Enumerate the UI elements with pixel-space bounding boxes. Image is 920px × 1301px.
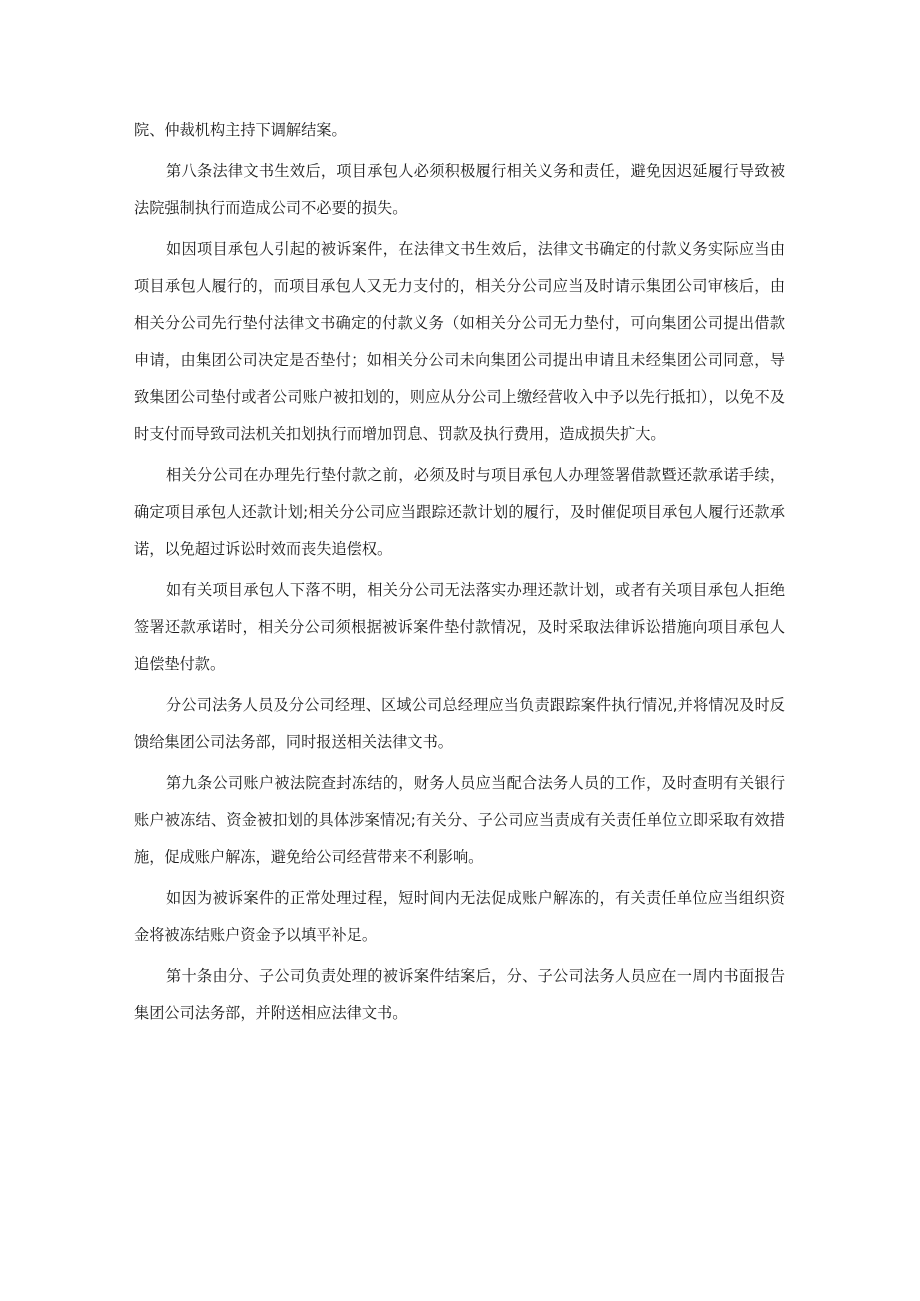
- paragraph-article-10: 第十条由分、子公司负责处理的被诉案件结案后，分、子公司法务人员应在一周内书面报告集团公司法务部，并附送相应法律文书。: [134, 967, 785, 1022]
- paragraph-continuation: 院、仲裁机构主持下调解结案。: [134, 121, 347, 139]
- paragraph-repayment-commitment: 相关分公司在办理先行垫付款之前，必须及时与项目承包人办理签署借款暨还款承诺手续，确定项目承包人还款计划;相关分公司应当跟踪还款计划的履行，及时催促项目承包人履行还款承诺，以免超过诉讼时效而丧失追偿权。: [134, 466, 785, 558]
- paragraph-article-8: 第八条法律文书生效后，项目承包人必须积极履行相关义务和责任，避免因迟延履行导致被法院强制执行而造成公司不必要的损失。: [134, 162, 785, 217]
- paragraph-missing-contractor: 如有关项目承包人下落不明，相关分公司无法落实办理还款计划，或者有关项目承包人拒绝签署还款承诺时，相关分公司须根据被诉案件垫付款情况，及时采取法律诉讼措施向项目承包人追偿垫付款。: [134, 581, 785, 673]
- paragraph-article-9: 第九条公司账户被法院查封冻结的，财务人员应当配合法务人员的工作，及时查明有关银行账户被冻结、资金被扣划的具体涉案情况;有关分、子公司应当责成有关责任单位立即采取有效措施，促成账户解冻，避免给公司经营带来不利影响。: [134, 774, 785, 866]
- paragraph-advance-payment: 如因项目承包人引起的被诉案件，在法律文书生效后，法律文书确定的付款义务实际应当由项目承包人履行的，而项目承包人又无力支付的，相关分公司应当及时请示集团公司审核后，由相关分公司先行垫付法律文书确定的付款义务（如相关分公司无力垫付，可向集团公司提出借款申请，由集团公司决定是否垫付；如相关分公司未向集团公司提出申请且未经集团公司同意，导致集团公司垫付或者公司账户被扣划的，则应从分公司上缴经营收入中予以先行抵扣），以免不及时支付而导致司法机关扣划执行而增加罚息、罚款及执行费用，造成损失扩大。: [134, 240, 785, 443]
- paragraph-case-tracking: 分公司法务人员及分公司经理、区域公司总经理应当负责跟踪案件执行情况,并将情况及时反馈给集团公司法务部，同时报送相关法律文书。: [134, 696, 785, 751]
- paragraph-frozen-account: 如因为被诉案件的正常处理过程，短时间内无法促成账户解冻的，有关责任单位应当组织资金将被冻结账户资金予以填平补足。: [134, 889, 785, 944]
